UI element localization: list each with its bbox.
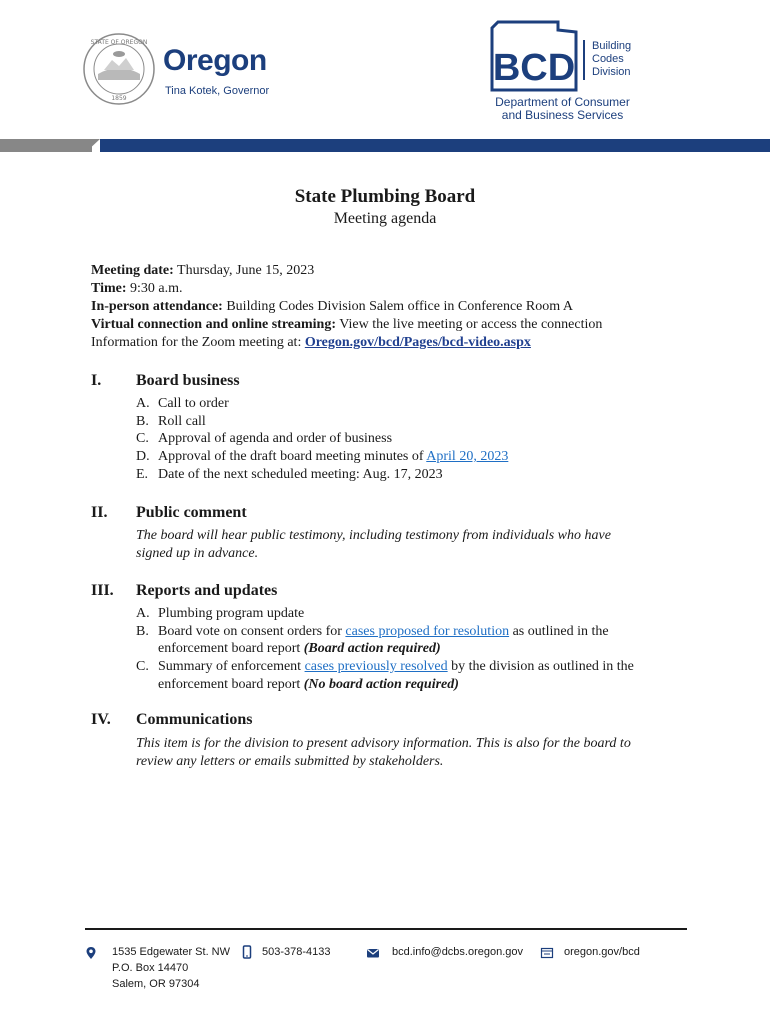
- footer-address: [112, 944, 230, 992]
- bcd-logo-text: BCD: [492, 47, 576, 89]
- footer-rule: [85, 928, 687, 930]
- section-1-list: [136, 395, 696, 484]
- list-item: [136, 623, 696, 658]
- oregon-state-seal-icon: [82, 32, 156, 106]
- section-3-list: [136, 605, 696, 694]
- department-name: [480, 96, 645, 122]
- division-name: [592, 40, 631, 79]
- list-item-text: Board vote on consent orders for: [158, 623, 346, 639]
- board-action-note: (Board action required): [303, 641, 441, 657]
- list-item-text: Approval of the draft board meeting minutes of: [158, 449, 427, 465]
- list-item-text: enforcement board report: [158, 676, 304, 692]
- section-2-number: II.: [91, 504, 108, 521]
- meeting-info: [91, 262, 691, 352]
- footer-email-link[interactable]: bcd.info@dcbs.oregon.gov: [392, 946, 524, 958]
- list-item-letter: A.: [136, 606, 150, 621]
- list-item-text: enforcement board report: [158, 641, 304, 657]
- oregon-brand: Oregon: [163, 44, 267, 77]
- list-item: [136, 395, 696, 413]
- division-line: Codes: [592, 53, 624, 65]
- note-line: The board will hear public testimony, including testimony from individuals who have: [136, 528, 611, 543]
- header-bar-blue: [100, 139, 770, 152]
- meeting-date-label: Meeting date:: [91, 263, 174, 278]
- section-3-heading: Reports and updates: [136, 582, 278, 599]
- footer-website-link[interactable]: oregon.gov/bcd: [564, 946, 640, 958]
- inperson-value: Building Codes Division Salem office in Conference Room A: [222, 299, 573, 314]
- logo-divider: [583, 40, 585, 80]
- list-item: [136, 466, 696, 484]
- virtual-label: Virtual connection and online streaming:: [91, 317, 337, 332]
- department-line: and Business Services: [501, 108, 624, 122]
- bcd-logo-icon: [488, 20, 578, 92]
- website-icon: [540, 946, 554, 960]
- list-item-letter: C.: [136, 659, 149, 675]
- document-title: State Plumbing Board: [294, 186, 476, 207]
- address-line: P.O. Box 14470: [112, 962, 189, 974]
- section-4-note: [136, 735, 696, 771]
- phone-icon: [240, 945, 254, 959]
- section-2-note: [136, 527, 696, 563]
- list-item: [136, 448, 696, 466]
- address-line: 1535 Edgewater St. NW: [112, 946, 231, 958]
- department-line: Department of Consumer: [495, 95, 630, 109]
- list-item-text: Roll call: [158, 413, 206, 429]
- header-bar-notch: [86, 139, 100, 152]
- section-2-heading: Public comment: [136, 504, 247, 521]
- note-line: review any letters or emails submitted by stakeholders.: [136, 754, 444, 769]
- note-line: This item is for the division to present advisory information. This is also for the board to: [136, 736, 631, 751]
- list-item-text: Approval of agenda and order of business: [158, 431, 393, 447]
- zoom-meeting-link[interactable]: Oregon.gov/bcd/Pages/bcd-video.aspx: [304, 335, 531, 350]
- list-item: [136, 605, 696, 623]
- list-item-text: as outlined in the: [509, 623, 609, 639]
- cases-resolved-link[interactable]: cases previously resolved: [304, 659, 448, 675]
- division-line: Building: [592, 40, 632, 52]
- section-4-heading: Communications: [136, 711, 253, 728]
- list-item-letter: B.: [136, 623, 149, 639]
- list-item-letter: B.: [136, 413, 149, 429]
- section-1-heading: Board business: [136, 372, 240, 389]
- section-1-number: I.: [91, 372, 102, 389]
- virtual-value: View the live meeting or access the connection: [336, 317, 603, 332]
- cases-proposed-link[interactable]: cases proposed for resolution: [345, 623, 510, 639]
- list-item: [136, 658, 696, 693]
- list-item-text: Summary of enforcement: [158, 659, 305, 675]
- meeting-time-value: 9:30 a.m.: [126, 281, 183, 296]
- virtual-line2: Information for the Zoom meeting at:: [91, 335, 305, 350]
- division-line: Division: [592, 66, 631, 78]
- footer-phone: 503-378-4133: [262, 946, 331, 958]
- section-4-number: IV.: [91, 711, 111, 728]
- header-bar-gray: [0, 139, 92, 152]
- location-pin-icon: [84, 946, 98, 960]
- list-item: [136, 413, 696, 431]
- meeting-date-value: Thursday, June 15, 2023: [173, 263, 315, 278]
- no-board-action-note: (No board action required): [303, 676, 459, 692]
- address-line: Salem, OR 97304: [112, 978, 200, 990]
- meeting-time-label: Time:: [91, 281, 127, 296]
- list-item: [136, 430, 696, 448]
- governor-name: Tina Kotek, Governor: [165, 85, 270, 97]
- list-item-text: Plumbing program update: [158, 606, 305, 621]
- list-item-letter: A.: [136, 396, 150, 411]
- section-3-number: III.: [91, 582, 114, 599]
- svg-text:STATE OF OREGON: STATE OF OREGON: [90, 39, 148, 46]
- list-item-letter: C.: [136, 431, 149, 447]
- minutes-april-20-link[interactable]: April 20, 2023: [426, 449, 509, 465]
- note-line: signed up in advance.: [136, 546, 259, 561]
- list-item-text: Call to order: [158, 396, 229, 411]
- list-item-text: Date of the next scheduled meeting: Aug. 17, 2023: [158, 466, 443, 482]
- list-item-text: by the division as outlined in the: [447, 659, 634, 675]
- document-subtitle: Meeting agenda: [333, 210, 437, 227]
- list-item-letter: E.: [136, 466, 149, 482]
- list-item-letter: D.: [136, 449, 150, 465]
- inperson-label: In-person attendance:: [91, 299, 223, 314]
- svg-text:1859: 1859: [111, 95, 127, 102]
- email-icon: [366, 946, 380, 960]
